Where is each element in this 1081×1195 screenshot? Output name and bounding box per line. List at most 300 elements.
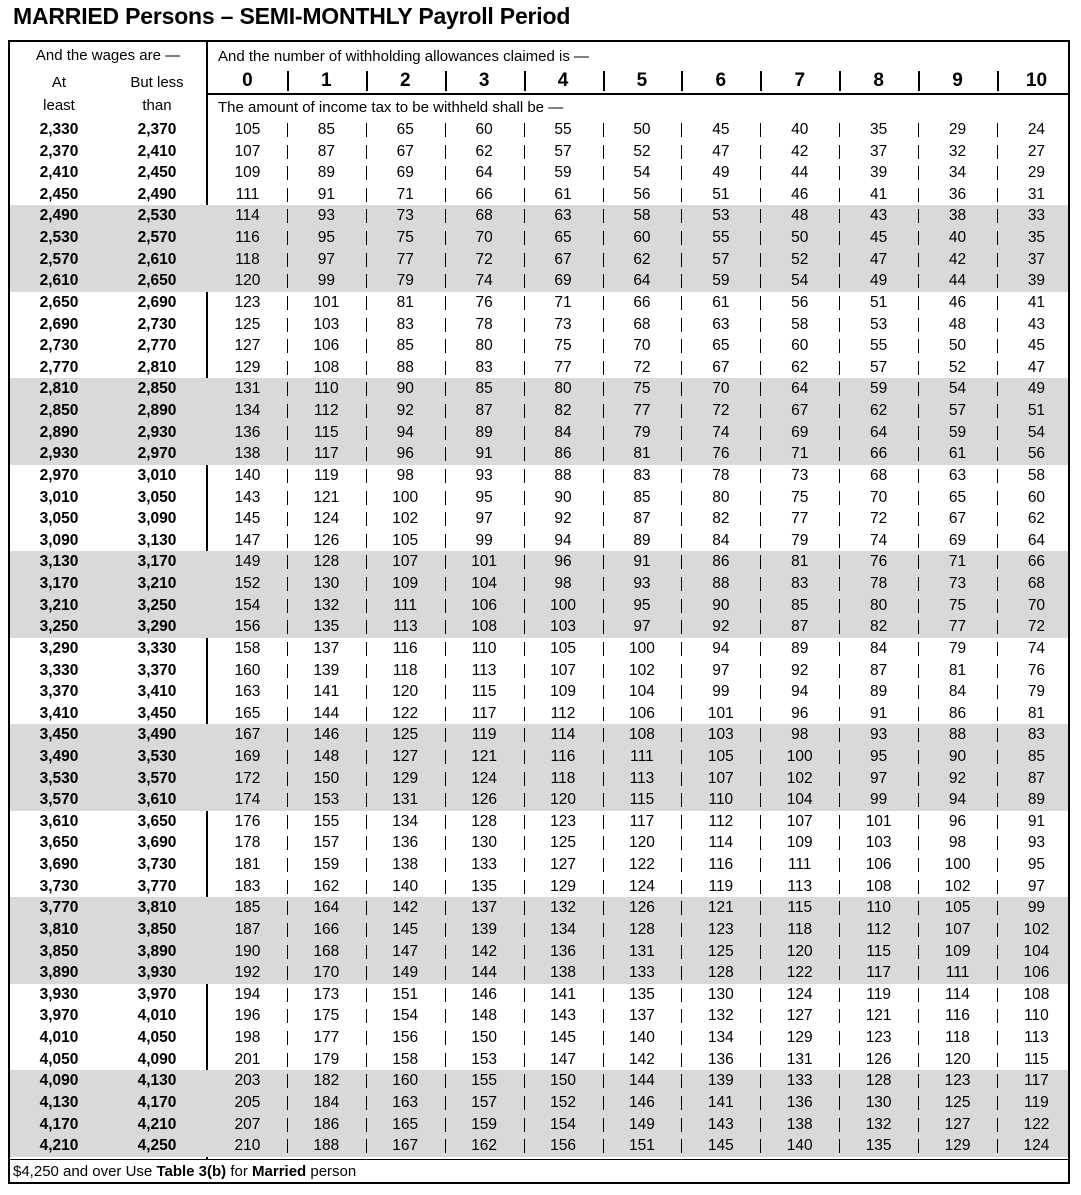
- tax-allowance-5: 117: [629, 812, 655, 830]
- column-tick: [839, 209, 840, 223]
- column-tick: [997, 339, 998, 353]
- column-tick: [603, 815, 604, 829]
- tax-allowance-8: 64: [870, 423, 888, 441]
- tax-allowance-7: 77: [791, 510, 809, 528]
- allowance-column-8: 8: [873, 70, 884, 91]
- tax-allowance-1: 91: [317, 185, 335, 203]
- table-row: [10, 573, 1068, 595]
- table-row: [10, 789, 1068, 811]
- column-tick: [603, 534, 604, 548]
- column-tick: [445, 815, 446, 829]
- column-tick: [287, 577, 288, 591]
- tax-allowance-8: 106: [865, 856, 892, 874]
- column-tick: [524, 923, 525, 937]
- wage-but-less-than: 2,970: [137, 445, 177, 463]
- header-column-separator: [524, 71, 526, 91]
- column-tick: [997, 404, 998, 418]
- column-tick: [603, 188, 604, 202]
- tax-allowance-6: 92: [712, 618, 730, 636]
- wage-at-least: 2,650: [39, 293, 79, 311]
- tax-allowance-0: 140: [234, 466, 261, 484]
- column-tick: [366, 145, 367, 159]
- tax-allowance-6: 110: [708, 791, 734, 809]
- wage-but-less-than: 4,250: [137, 1137, 177, 1155]
- column-tick: [839, 426, 840, 440]
- column-tick: [366, 772, 367, 786]
- tax-allowance-8: 95: [870, 747, 888, 765]
- allowance-column-4: 4: [557, 70, 569, 91]
- column-tick: [997, 966, 998, 980]
- column-tick: [997, 620, 998, 634]
- column-tick: [681, 534, 682, 548]
- column-tick: [839, 836, 840, 850]
- column-tick: [445, 188, 446, 202]
- column-tick: [524, 318, 525, 332]
- column-tick: [366, 577, 367, 591]
- tax-allowance-3: 124: [471, 769, 498, 787]
- wage-but-less-than: 3,530: [137, 747, 177, 765]
- column-tick: [997, 728, 998, 742]
- tax-allowance-3: 119: [471, 726, 497, 744]
- column-tick: [445, 642, 446, 656]
- column-tick: [839, 1096, 840, 1110]
- wage-at-least: 3,450: [39, 726, 79, 744]
- tax-allowance-0: 201: [234, 1050, 261, 1068]
- column-tick: [524, 166, 525, 180]
- column-tick: [918, 274, 919, 288]
- tax-allowance-10: 81: [1027, 704, 1046, 722]
- column-tick: [760, 404, 761, 418]
- column-tick: [524, 815, 525, 829]
- wage-but-less-than: 3,330: [137, 639, 177, 657]
- tax-allowance-0: 169: [234, 747, 261, 765]
- column-tick: [366, 988, 367, 1002]
- tax-allowance-5: 60: [633, 229, 651, 247]
- column-tick: [287, 1053, 288, 1067]
- wage-but-less-than: 2,530: [137, 207, 177, 225]
- tax-allowance-3: 93: [475, 466, 493, 484]
- wage-but-less-than: 3,290: [137, 618, 177, 636]
- column-tick: [603, 1009, 604, 1023]
- tax-allowance-8: 119: [866, 985, 891, 1003]
- tax-allowance-1: 103: [313, 315, 340, 333]
- column-tick: [918, 555, 919, 569]
- column-tick: [918, 145, 919, 159]
- tax-allowance-2: 122: [392, 704, 419, 722]
- tax-allowance-5: 70: [633, 337, 651, 355]
- column-tick: [445, 382, 446, 396]
- column-tick: [839, 1009, 840, 1023]
- tax-allowance-9: 67: [948, 510, 967, 528]
- table-row: [10, 270, 1068, 292]
- tax-allowance-3: 135: [471, 877, 498, 895]
- column-tick: [918, 491, 919, 505]
- tax-allowance-7: 115: [787, 899, 813, 917]
- column-tick: [681, 793, 682, 807]
- header-column-separator: [839, 71, 841, 91]
- column-tick: [366, 512, 367, 526]
- allowance-column-1: 1: [321, 70, 332, 91]
- wage-but-less-than: 2,730: [137, 315, 177, 333]
- column-tick: [681, 945, 682, 959]
- column-tick: [839, 901, 840, 915]
- column-tick: [997, 685, 998, 699]
- column-tick: [445, 166, 446, 180]
- column-tick: [366, 469, 367, 483]
- tax-allowance-0: 143: [234, 488, 261, 506]
- header-column-separator: [681, 71, 683, 91]
- column-tick: [839, 1031, 840, 1045]
- tax-allowance-6: 76: [712, 445, 730, 463]
- column-tick: [839, 404, 840, 418]
- column-tick: [760, 880, 761, 894]
- table-row: [10, 465, 1068, 487]
- column-tick: [839, 858, 840, 872]
- tax-allowance-2: 118: [392, 661, 418, 679]
- tax-allowance-1: 164: [313, 899, 340, 917]
- table-row: [10, 314, 1068, 336]
- tax-allowance-0: 167: [234, 726, 261, 744]
- table-row: [10, 746, 1068, 768]
- table-row: [10, 119, 1068, 141]
- tax-allowance-1: 121: [313, 488, 340, 506]
- tax-allowance-7: 120: [786, 942, 813, 960]
- tax-allowance-6: 45: [712, 121, 730, 138]
- column-tick: [366, 166, 367, 180]
- tax-allowance-0: 192: [234, 964, 261, 982]
- column-tick: [681, 836, 682, 850]
- tax-allowance-4: 67: [554, 250, 572, 268]
- header-column-separator: [603, 71, 605, 91]
- tax-allowance-6: 49: [712, 164, 730, 182]
- column-tick: [997, 577, 998, 591]
- tax-allowance-3: 159: [471, 1115, 498, 1133]
- tax-allowance-4: 98: [554, 575, 572, 593]
- tax-allowance-6: 88: [712, 575, 730, 593]
- column-tick: [603, 123, 604, 137]
- column-tick: [681, 382, 682, 396]
- tax-allowance-7: 122: [786, 964, 813, 982]
- column-tick: [918, 728, 919, 742]
- tax-allowance-8: 78: [870, 575, 888, 593]
- tax-allowance-2: 113: [392, 618, 418, 636]
- tax-allowance-6: 141: [707, 1093, 734, 1111]
- tax-allowance-0: 163: [234, 683, 261, 701]
- column-tick: [760, 945, 761, 959]
- column-tick: [524, 793, 525, 807]
- column-tick: [603, 426, 604, 440]
- column-tick: [287, 772, 288, 786]
- column-tick: [524, 945, 525, 959]
- tax-allowance-8: 66: [870, 445, 888, 463]
- tax-allowance-2: 83: [396, 315, 414, 333]
- tax-allowance-2: 131: [392, 791, 419, 809]
- column-tick: [524, 361, 525, 375]
- wage-at-least: 3,210: [39, 596, 79, 614]
- tax-allowance-2: 107: [392, 553, 419, 571]
- tax-allowance-2: 102: [392, 510, 419, 528]
- tax-allowance-10: 115: [1024, 1050, 1049, 1068]
- column-tick: [366, 209, 367, 223]
- column-tick: [918, 469, 919, 483]
- column-tick: [839, 512, 840, 526]
- column-tick: [681, 188, 682, 202]
- wage-at-least: 4,170: [39, 1115, 79, 1133]
- tax-allowance-10: 108: [1023, 985, 1050, 1003]
- column-tick: [760, 988, 761, 1002]
- tax-allowance-0: 210: [234, 1137, 261, 1155]
- column-tick: [287, 836, 288, 850]
- column-tick: [287, 945, 288, 959]
- tax-allowance-2: 154: [392, 1007, 419, 1025]
- tax-allowance-6: 125: [707, 942, 734, 960]
- wage-at-least: 2,970: [39, 466, 79, 484]
- tax-allowance-4: 152: [550, 1093, 576, 1111]
- tax-allowance-9: 94: [948, 791, 967, 809]
- allowance-column-6: 6: [715, 70, 727, 91]
- column-tick: [760, 793, 761, 807]
- tax-allowance-3: 104: [471, 575, 498, 593]
- tax-allowance-0: 203: [234, 1072, 261, 1090]
- wage-at-least: 3,810: [39, 920, 79, 938]
- tax-allowance-3: 97: [475, 510, 493, 528]
- tax-allowance-1: 177: [313, 1029, 340, 1047]
- tax-allowance-7: 127: [786, 1007, 813, 1025]
- column-tick: [603, 1139, 604, 1153]
- wage-at-least: 4,130: [39, 1093, 79, 1111]
- column-tick: [524, 512, 525, 526]
- column-tick: [603, 901, 604, 915]
- column-tick: [681, 1053, 682, 1067]
- tax-allowance-5: 66: [633, 293, 651, 311]
- tax-allowance-2: 134: [392, 812, 419, 830]
- tax-allowance-7: 75: [791, 488, 809, 506]
- tax-allowance-4: 86: [554, 445, 572, 463]
- tax-allowance-6: 130: [707, 985, 734, 1003]
- tax-allowance-8: 45: [870, 229, 888, 247]
- tax-allowance-9: 73: [948, 575, 967, 593]
- column-tick: [839, 945, 840, 959]
- column-tick: [681, 145, 682, 159]
- column-tick: [839, 145, 840, 159]
- column-tick: [366, 620, 367, 634]
- tax-allowance-7: 94: [791, 683, 809, 701]
- column-tick: [918, 836, 919, 850]
- column-tick: [287, 123, 288, 137]
- column-tick: [366, 534, 367, 548]
- column-tick: [918, 1096, 919, 1110]
- column-tick: [681, 1031, 682, 1045]
- wage-at-least: 3,010: [39, 488, 79, 506]
- column-tick: [445, 620, 446, 634]
- tax-allowance-8: 59: [870, 380, 888, 398]
- column-tick: [603, 404, 604, 418]
- tax-allowance-4: 129: [550, 877, 576, 895]
- column-tick: [839, 447, 840, 461]
- wage-but-less-than: 3,570: [137, 769, 177, 787]
- tax-allowance-7: 69: [791, 423, 809, 441]
- tax-allowance-6: 47: [712, 142, 730, 160]
- tax-allowance-9: 96: [948, 812, 967, 830]
- tax-allowance-0: 107: [234, 142, 261, 160]
- tax-allowance-7: 89: [791, 639, 809, 657]
- column-tick: [760, 1139, 761, 1153]
- tax-allowance-1: 101: [313, 293, 340, 311]
- allowance-column-7: 7: [794, 70, 806, 91]
- tax-allowance-0: 125: [234, 315, 261, 333]
- wage-at-least: 2,850: [39, 402, 79, 420]
- wage-at-least: 3,610: [39, 812, 79, 830]
- column-tick: [997, 447, 998, 461]
- tax-allowance-2: 92: [396, 402, 414, 420]
- tax-allowance-0: 198: [234, 1029, 261, 1047]
- table-row: [10, 1070, 1068, 1092]
- column-tick: [760, 469, 761, 483]
- column-tick: [760, 966, 761, 980]
- tax-allowance-5: 142: [629, 1050, 655, 1068]
- column-tick: [839, 815, 840, 829]
- column-tick: [760, 296, 761, 310]
- column-tick: [681, 1096, 682, 1110]
- tax-allowance-6: 74: [712, 423, 730, 441]
- tax-allowance-4: 145: [550, 1029, 576, 1047]
- column-tick: [997, 512, 998, 526]
- tax-allowance-10: 31: [1027, 185, 1046, 203]
- column-tick: [603, 599, 604, 613]
- column-tick: [681, 469, 682, 483]
- tax-allowance-5: 144: [629, 1072, 655, 1090]
- column-tick: [524, 382, 525, 396]
- tax-allowance-7: 107: [786, 812, 813, 830]
- column-tick: [839, 599, 840, 613]
- column-tick: [287, 512, 288, 526]
- table-footer-note: [10, 1159, 1068, 1184]
- column-tick: [445, 901, 446, 915]
- column-tick: [681, 555, 682, 569]
- wage-at-least: 2,610: [39, 272, 79, 290]
- tax-allowance-7: 58: [791, 315, 809, 333]
- column-tick: [366, 707, 367, 721]
- column-tick: [287, 253, 288, 267]
- wage-at-least: 3,970: [39, 1007, 79, 1025]
- tax-allowance-10: 68: [1027, 575, 1046, 593]
- column-tick: [603, 253, 604, 267]
- tax-allowance-3: 64: [475, 164, 493, 182]
- tax-allowance-3: 117: [471, 704, 497, 722]
- column-tick: [287, 1118, 288, 1132]
- tax-allowance-6: 112: [708, 812, 734, 830]
- tax-allowance-8: 132: [865, 1115, 892, 1133]
- tax-allowance-0: 138: [234, 445, 261, 463]
- column-tick: [366, 361, 367, 375]
- tax-allowance-2: 116: [392, 639, 418, 657]
- tax-allowance-8: 84: [870, 639, 888, 657]
- tax-allowance-9: 102: [944, 877, 971, 895]
- allowance-column-0: 0: [242, 70, 253, 91]
- tax-allowance-1: 137: [313, 639, 340, 657]
- wage-but-less-than: 3,010: [137, 466, 177, 484]
- column-tick: [524, 404, 525, 418]
- tax-allowance-4: 125: [550, 834, 576, 852]
- wage-at-least: 2,890: [39, 423, 79, 441]
- column-tick: [366, 966, 367, 980]
- column-tick: [839, 318, 840, 332]
- column-tick: [918, 880, 919, 894]
- tax-allowance-6: 128: [707, 964, 734, 982]
- tax-allowance-4: 90: [554, 488, 572, 506]
- tax-allowance-9: 59: [948, 423, 967, 441]
- column-tick: [287, 404, 288, 418]
- column-tick: [603, 1074, 604, 1088]
- column-tick: [839, 123, 840, 137]
- tax-allowance-2: 94: [396, 423, 414, 441]
- column-tick: [760, 1053, 761, 1067]
- tax-allowance-2: 129: [392, 769, 419, 787]
- wage-at-least: 3,570: [39, 791, 79, 809]
- column-tick: [287, 858, 288, 872]
- column-tick: [918, 750, 919, 764]
- wage-but-less-than: 3,810: [137, 899, 177, 917]
- tax-allowance-0: 123: [234, 293, 261, 311]
- tax-allowance-0: 136: [234, 423, 261, 441]
- tax-allowance-10: 24: [1027, 121, 1046, 138]
- column-tick: [603, 296, 604, 310]
- tax-allowance-10: 66: [1027, 553, 1046, 571]
- tax-allowance-7: 44: [791, 164, 809, 182]
- wage-but-less-than: 2,930: [137, 423, 177, 441]
- tax-allowance-7: 131: [786, 1050, 813, 1068]
- column-tick: [839, 491, 840, 505]
- tax-allowance-5: 131: [629, 942, 655, 960]
- tax-allowance-1: 85: [317, 121, 335, 138]
- tax-allowance-9: 36: [948, 185, 967, 203]
- header-column-separator: [287, 71, 289, 91]
- column-tick: [524, 426, 525, 440]
- column-tick: [760, 923, 761, 937]
- footer-suffix: person: [306, 1163, 357, 1180]
- column-tick: [997, 166, 998, 180]
- column-tick: [839, 361, 840, 375]
- tax-allowance-9: 65: [948, 488, 967, 506]
- column-tick: [839, 772, 840, 786]
- table-row: [10, 854, 1068, 876]
- tax-allowance-7: 79: [791, 531, 809, 549]
- column-tick: [839, 469, 840, 483]
- column-tick: [997, 793, 998, 807]
- tax-allowance-10: 72: [1027, 618, 1046, 636]
- tax-allowance-2: 109: [392, 575, 419, 593]
- tax-allowance-0: 196: [234, 1007, 261, 1025]
- tax-allowance-8: 128: [865, 1072, 892, 1090]
- column-tick: [445, 1031, 446, 1045]
- column-tick: [997, 1031, 998, 1045]
- tax-allowance-2: 88: [396, 358, 414, 376]
- wage-at-least: 4,210: [39, 1137, 79, 1155]
- column-tick: [918, 707, 919, 721]
- tax-allowance-6: 51: [712, 185, 730, 203]
- table-row: [10, 162, 1068, 184]
- tax-allowance-10: 74: [1027, 639, 1046, 657]
- tax-allowance-9: 40: [948, 229, 967, 247]
- column-tick: [839, 923, 840, 937]
- column-tick: [366, 858, 367, 872]
- tax-allowance-7: 109: [786, 834, 813, 852]
- tax-allowance-0: 114: [235, 207, 260, 225]
- tax-allowance-1: 97: [317, 250, 335, 268]
- column-tick: [445, 685, 446, 699]
- tax-allowance-1: 166: [313, 920, 340, 938]
- tax-allowance-6: 86: [712, 553, 730, 571]
